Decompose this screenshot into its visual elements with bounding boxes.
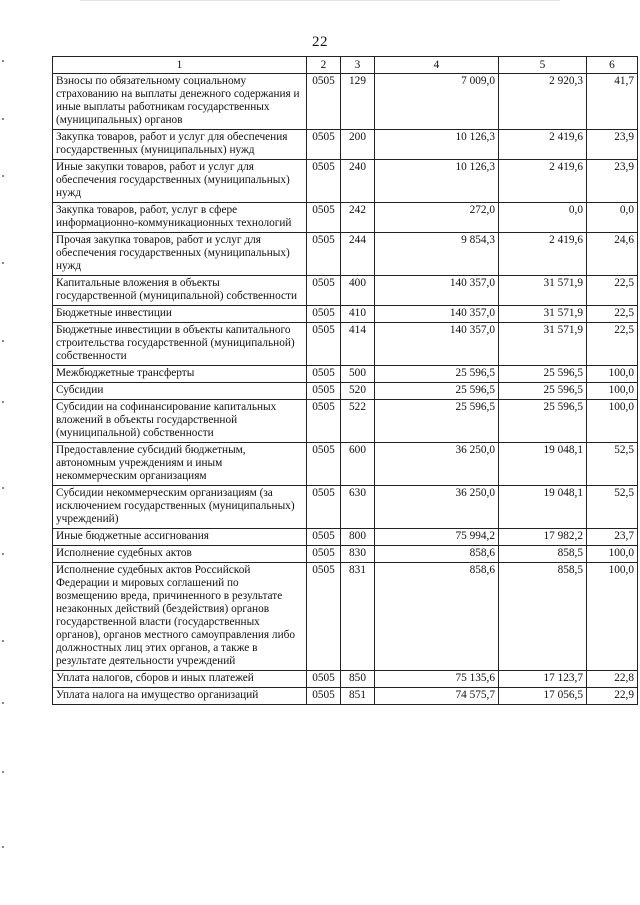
section-code-cell: 0505	[307, 366, 341, 383]
executed-amount-cell: 31 571,9	[499, 306, 587, 323]
executed-amount-cell: 25 596,5	[499, 366, 587, 383]
expense-type-cell: 410	[341, 306, 375, 323]
header-col-4: 4	[375, 57, 499, 74]
table-row	[53, 443, 638, 486]
section-code-cell: 0505	[307, 671, 341, 688]
row-name-cell: Субсидии на софинансирование капитальных вложений в объекты государственной (муниципальной) собственности	[53, 400, 307, 443]
planned-amount-cell: 36 250,0	[375, 443, 499, 486]
expense-type-cell: 830	[341, 546, 375, 563]
execution-percent-cell: 100,0	[587, 546, 638, 563]
planned-amount-cell: 75 135,6	[375, 671, 499, 688]
planned-amount-cell: 858,6	[375, 563, 499, 671]
execution-percent-cell: 22,9	[587, 688, 638, 705]
table-row	[53, 74, 638, 130]
executed-amount-cell: 17 123,7	[499, 671, 587, 688]
execution-percent-cell: 23,7	[587, 529, 638, 546]
row-name-cell: Взносы по обязательному социальному страхованию на выплаты денежного содержания и иные выплаты работникам государственных (муниципальных) органов	[53, 74, 307, 130]
planned-amount-cell: 25 596,5	[375, 400, 499, 443]
table-row	[53, 563, 638, 671]
table-row	[53, 130, 638, 160]
expense-type-cell: 800	[341, 529, 375, 546]
execution-percent-cell: 100,0	[587, 366, 638, 383]
header-col-5: 5	[499, 57, 587, 74]
executed-amount-cell: 19 048,1	[499, 443, 587, 486]
executed-amount-cell: 17 982,2	[499, 529, 587, 546]
expense-type-cell: 522	[341, 400, 375, 443]
planned-amount-cell: 140 357,0	[375, 323, 499, 366]
row-name-cell: Исполнение судебных актов	[53, 546, 307, 563]
expense-type-cell: 242	[341, 203, 375, 233]
row-name-cell: Прочая закупка товаров, работ и услуг для обеспечения государственных (муниципальных) нужд	[53, 233, 307, 276]
section-code-cell: 0505	[307, 546, 341, 563]
planned-amount-cell: 140 357,0	[375, 306, 499, 323]
section-code-cell: 0505	[307, 276, 341, 306]
table-row	[53, 160, 638, 203]
executed-amount-cell: 31 571,9	[499, 276, 587, 306]
executed-amount-cell: 17 056,5	[499, 688, 587, 705]
table-row	[53, 671, 638, 688]
executed-amount-cell: 25 596,5	[499, 400, 587, 443]
executed-amount-cell: 0,0	[499, 203, 587, 233]
section-code-cell: 0505	[307, 203, 341, 233]
planned-amount-cell: 858,6	[375, 546, 499, 563]
execution-percent-cell: 41,7	[587, 74, 638, 130]
execution-percent-cell: 52,5	[587, 443, 638, 486]
row-name-cell: Субсидии некоммерческим организациям (за исключением государственных (муниципальных) учреждений)	[53, 486, 307, 529]
table-row	[53, 546, 638, 563]
header-col-2: 2	[307, 57, 341, 74]
table-row	[53, 203, 638, 233]
executed-amount-cell: 2 419,6	[499, 233, 587, 276]
expense-type-cell: 414	[341, 323, 375, 366]
table-row	[53, 366, 638, 383]
planned-amount-cell: 7 009,0	[375, 74, 499, 130]
row-name-cell: Межбюджетные трансферты	[53, 366, 307, 383]
execution-percent-cell: 100,0	[587, 563, 638, 671]
execution-percent-cell: 24,6	[587, 233, 638, 276]
section-code-cell: 0505	[307, 306, 341, 323]
table-row	[53, 688, 638, 705]
planned-amount-cell: 140 357,0	[375, 276, 499, 306]
scan-edge-line	[80, 0, 560, 1]
planned-amount-cell: 9 854,3	[375, 233, 499, 276]
expense-type-cell: 244	[341, 233, 375, 276]
planned-amount-cell: 36 250,0	[375, 486, 499, 529]
expense-type-cell: 129	[341, 74, 375, 130]
planned-amount-cell: 25 596,5	[375, 366, 499, 383]
section-code-cell: 0505	[307, 74, 341, 130]
row-name-cell: Иные бюджетные ассигнования	[53, 529, 307, 546]
expense-type-cell: 500	[341, 366, 375, 383]
executed-amount-cell: 2 419,6	[499, 130, 587, 160]
row-name-cell: Бюджетные инвестиции в объекты капитального строительства государственной (муниципальной) собственности	[53, 323, 307, 366]
table-row	[53, 486, 638, 529]
row-name-cell: Закупка товаров, работ, услуг в сфере информационно-коммуникационных технологий	[53, 203, 307, 233]
execution-percent-cell: 52,5	[587, 486, 638, 529]
execution-percent-cell: 23,9	[587, 130, 638, 160]
planned-amount-cell: 74 575,7	[375, 688, 499, 705]
table-row	[53, 323, 638, 366]
section-code-cell: 0505	[307, 160, 341, 203]
executed-amount-cell: 2 419,6	[499, 160, 587, 203]
row-name-cell: Иные закупки товаров, работ и услуг для обеспечения государственных (муниципальных) нужд	[53, 160, 307, 203]
section-code-cell: 0505	[307, 529, 341, 546]
expense-type-cell: 831	[341, 563, 375, 671]
execution-percent-cell: 22,5	[587, 323, 638, 366]
execution-percent-cell: 100,0	[587, 383, 638, 400]
executed-amount-cell: 858,5	[499, 563, 587, 671]
row-name-cell: Капитальные вложения в объекты государственной (муниципальной) собственности	[53, 276, 307, 306]
section-code-cell: 0505	[307, 443, 341, 486]
table-row	[53, 276, 638, 306]
execution-percent-cell: 23,9	[587, 160, 638, 203]
table-header-row	[53, 57, 638, 74]
expense-type-cell: 850	[341, 671, 375, 688]
section-code-cell: 0505	[307, 563, 341, 671]
expense-type-cell: 240	[341, 160, 375, 203]
execution-percent-cell: 22,8	[587, 671, 638, 688]
executed-amount-cell: 858,5	[499, 546, 587, 563]
expense-type-cell: 600	[341, 443, 375, 486]
expense-type-cell: 520	[341, 383, 375, 400]
planned-amount-cell: 10 126,3	[375, 130, 499, 160]
execution-percent-cell: 0,0	[587, 203, 638, 233]
section-code-cell: 0505	[307, 688, 341, 705]
executed-amount-cell: 25 596,5	[499, 383, 587, 400]
table-row	[53, 306, 638, 323]
expense-type-cell: 400	[341, 276, 375, 306]
section-code-cell: 0505	[307, 323, 341, 366]
row-name-cell: Бюджетные инвестиции	[53, 306, 307, 323]
row-name-cell: Исполнение судебных актов Российской Федерации и мировых соглашений по возмещению вреда, причиненного в результате незаконных действий (бездействия) органов государственной власти (государственных органов), органов местного самоуправления либо должностных лиц этих органов, а также в результате деятельности учреждений	[53, 563, 307, 671]
execution-percent-cell: 22,5	[587, 306, 638, 323]
executed-amount-cell: 2 920,3	[499, 74, 587, 130]
expense-type-cell: 630	[341, 486, 375, 529]
execution-percent-cell: 22,5	[587, 276, 638, 306]
header-col-6: 6	[587, 57, 638, 74]
planned-amount-cell: 10 126,3	[375, 160, 499, 203]
section-code-cell: 0505	[307, 233, 341, 276]
header-col-3: 3	[341, 57, 375, 74]
section-code-cell: 0505	[307, 400, 341, 443]
section-code-cell: 0505	[307, 130, 341, 160]
table-row	[53, 233, 638, 276]
executed-amount-cell: 19 048,1	[499, 486, 587, 529]
table-body	[53, 74, 638, 705]
execution-percent-cell: 100,0	[587, 400, 638, 443]
expense-type-cell: 200	[341, 130, 375, 160]
section-code-cell: 0505	[307, 486, 341, 529]
budget-execution-table	[52, 56, 638, 705]
row-name-cell: Уплата налога на имущество организаций	[53, 688, 307, 705]
expense-type-cell: 851	[341, 688, 375, 705]
row-name-cell: Предоставление субсидий бюджетным, автономным учреждениям и иным некоммерческим организациям	[53, 443, 307, 486]
planned-amount-cell: 272,0	[375, 203, 499, 233]
header-col-1: 1	[53, 57, 307, 74]
section-code-cell: 0505	[307, 383, 341, 400]
planned-amount-cell: 75 994,2	[375, 529, 499, 546]
row-name-cell: Уплата налогов, сборов и иных платежей	[53, 671, 307, 688]
page-number: 22	[312, 34, 328, 50]
row-name-cell: Субсидии	[53, 383, 307, 400]
planned-amount-cell: 25 596,5	[375, 383, 499, 400]
executed-amount-cell: 31 571,9	[499, 323, 587, 366]
table-row	[53, 529, 638, 546]
table-row	[53, 400, 638, 443]
row-name-cell: Закупка товаров, работ и услуг для обеспечения государственных (муниципальных) нужд	[53, 130, 307, 160]
table-row	[53, 383, 638, 400]
scan-margin-marks	[0, 0, 8, 905]
